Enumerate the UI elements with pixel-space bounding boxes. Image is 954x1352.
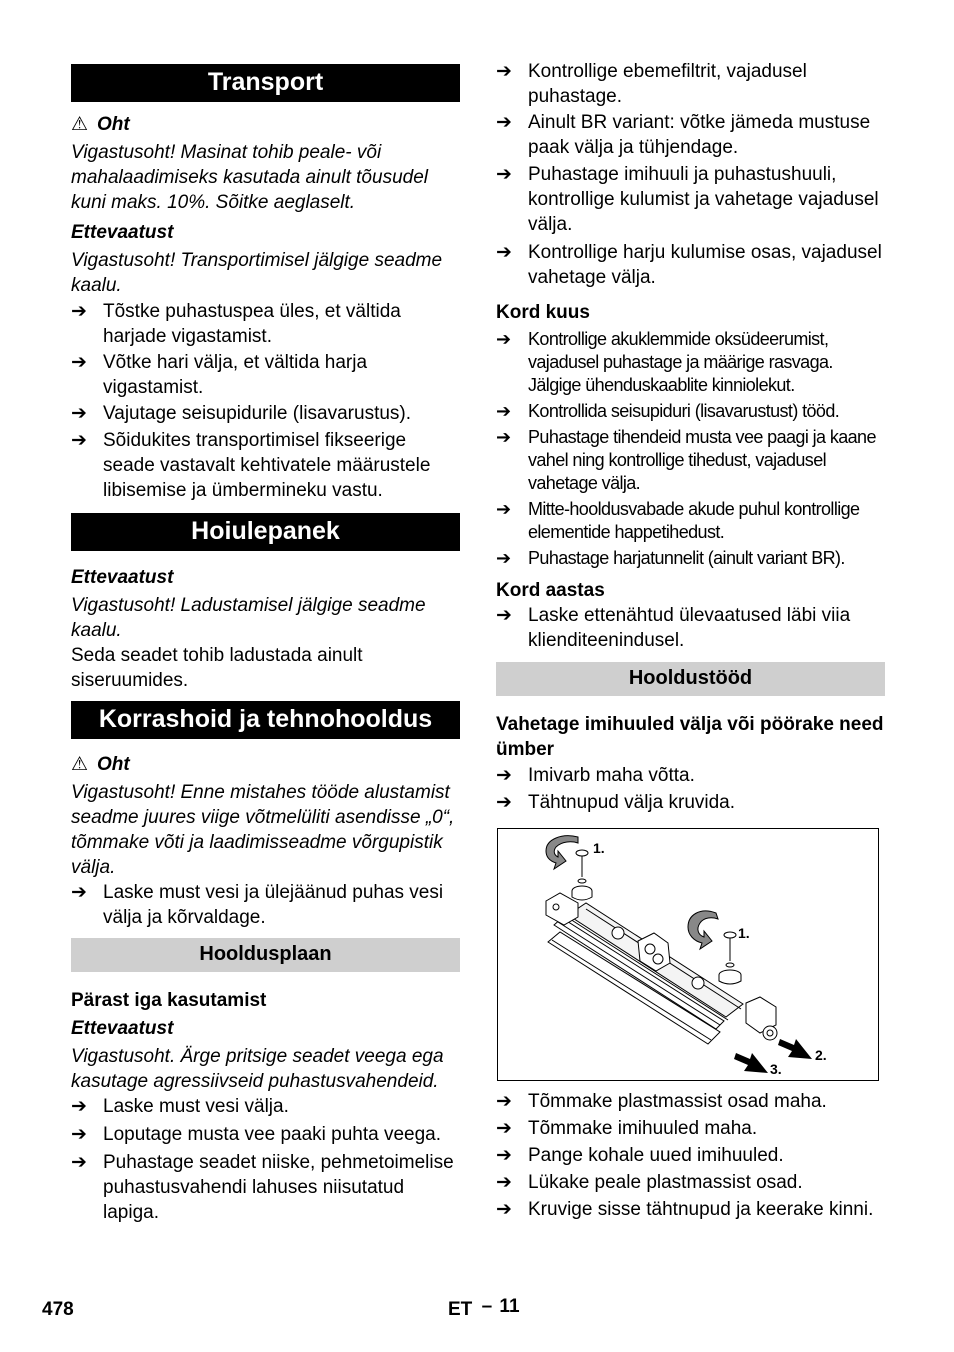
caution-label: Ettevaatust [71, 567, 174, 588]
arrow-icon: ➔ [71, 882, 87, 903]
squeegee-illustration [498, 829, 878, 1080]
caution-text: Vigastusoht! Ladustamisel jälgige seadme kaalu. [71, 595, 426, 641]
section-title-korrashoid: Korrashoid ja tehnohooldus [71, 701, 460, 739]
list-item: ➔ Imivarb maha võtta. [496, 765, 695, 786]
list-item: ➔ Puhastage harjatunnelit (ainult variant BR). [496, 548, 845, 568]
list-item: ➔ Lükake peale plastmassist osad. [496, 1172, 803, 1193]
page-number: 478 [42, 1299, 74, 1320]
subheading-parast: Pärast iga kasutamist [71, 990, 267, 1011]
arrow-icon: ➔ [496, 401, 511, 421]
arrow-icon: ➔ [496, 61, 512, 82]
arrow-icon: ➔ [496, 548, 511, 568]
subheading-kord-kuus: Kord kuus [496, 302, 590, 323]
left-column [71, 57, 460, 1225]
warning-icon: ⚠ [71, 114, 89, 135]
list-item: ➔ Laske ettenähtud ülevaatused läbi viia klienditeenindusel. [496, 605, 851, 651]
arrow-icon: ➔ [496, 792, 512, 813]
arrow-icon: ➔ [496, 1118, 512, 1139]
arrow-icon: ➔ [496, 242, 512, 263]
caution-text: Vigastusoht! Transportimisel jälgige seadme kaalu. [71, 250, 443, 296]
transport-list [71, 299, 460, 503]
caution-label: Ettevaatust [71, 1018, 174, 1039]
list-item: ➔ Loputage musta vee paaki puhta veega. [71, 1124, 442, 1145]
caution-text: Vigastusoht. Ärge pritsige seadet veega ega kasutage agressiivseid puhastusvahendeid. [71, 1046, 444, 1092]
list-item: ➔ Kontrollige ebemefiltrit, vajadusel puhastage. [496, 61, 807, 107]
list-item: ➔ Kontrollige akuklemmide oksüdeerumist, vajadusel puhastage ja määrige rasvaga. Jälgige ühenduskaablite kinniolekut. [496, 329, 833, 395]
list-item: ➔ Mitte-hooldusvabade akude puhul kontrollige elementide happetihedust. [496, 499, 860, 542]
list-item: ➔ Tõmmake imihuuled maha. [496, 1118, 758, 1139]
danger-label: ⚠ Oht [71, 114, 130, 135]
figure-label: 2. [815, 1047, 827, 1063]
arrow-icon: ➔ [496, 499, 511, 519]
section-title-transport: Transport [71, 64, 460, 102]
list-item: ➔ Puhastage tihendeid musta vee paagi ja kaane vahel ning kontrollige tihedust, vajadusel vahetage välja. [496, 427, 876, 493]
arrow-icon: ➔ [496, 1172, 512, 1193]
arrow-icon: ➔ [496, 112, 512, 133]
arrow-icon: ➔ [496, 765, 512, 786]
warning-icon: ⚠ [71, 754, 89, 775]
arrow-icon: ➔ [496, 1091, 512, 1112]
list-item: ➔ Puhastage imihuuli ja puhastushuuli, kontrollige kulumist ja vahetage vajadusel välja. [496, 164, 879, 235]
section-title-hoiulepanek: Hoiulepanek [71, 513, 460, 551]
figure-label: 1. [738, 925, 750, 941]
danger-text: Vigastusoht! Masinat tohib peale- või mahalaadimiseks kasutada ainult tõusudel kuni maks. 10%. Sõitke aeglaselt. [71, 142, 428, 213]
figure-label: 1. [593, 840, 605, 856]
storage-text: Seda seadet tohib ladustada ainult siseruumides. [71, 645, 363, 691]
arrow-icon: ➔ [496, 164, 512, 185]
list-item: ➔ Sõidukites transportimisel fikseerige seade vastavalt kehtivatele määrustele libisemise ja ümbermineku vastu. [71, 430, 431, 501]
section-title-hooldustood: Hooldustööd [496, 662, 885, 696]
footer-language: ET – 11 [448, 1296, 520, 1320]
list-item: ➔ Kontrollige harju kulumise osas, vajadusel vahetage välja. [496, 242, 882, 288]
list-item: ➔ Võtke hari välja, et vältida harja vigastamist. [71, 352, 368, 398]
list-item: ➔ Vajutage seisupidurile (lisavarustus). [71, 403, 412, 424]
list-item: ➔ Puhastage seadet niiske, pehmetoimelise puhastusvahendi lahuses niisutatud lapiga. [71, 1152, 454, 1223]
arrow-icon: ➔ [71, 1124, 87, 1145]
danger-text: Vigastusoht! Enne mistahes tööde alustamist seadme juures viige võtmelüliti asendisse „0“, tõmmake võti ja laadimisseadme võrgupistik välja. [71, 782, 455, 878]
caution-label: Ettevaatust [71, 222, 174, 243]
list-item: ➔ Pange kohale uued imihuuled. [496, 1145, 784, 1166]
section-title-hooldusplaan: Hooldusplaan [71, 938, 460, 972]
list-item: ➔ Tõmmake plastmassist osad maha. [496, 1091, 827, 1112]
arrow-icon: ➔ [71, 403, 87, 424]
list-item: ➔ Laske must vesi välja. [71, 1096, 289, 1117]
arrow-icon: ➔ [496, 1199, 512, 1220]
list-item: ➔ Tõstke puhastuspea üles, et vältida harjade vigastamist. [71, 301, 401, 347]
list-item: ➔ Kontrollida seisupiduri (lisavarustust) tööd. [496, 401, 840, 421]
arrow-icon: ➔ [496, 427, 511, 447]
arrow-icon: ➔ [496, 1145, 512, 1166]
list-item: ➔ Laske must vesi ja ülejäänud puhas vesi välja ja kõrvaldage. [71, 882, 444, 928]
subheading-kord-aastas: Kord aastas [496, 580, 605, 601]
right-column [496, 57, 885, 1222]
squeegee-figure [497, 828, 879, 1081]
arrow-icon: ➔ [71, 430, 87, 451]
arrow-icon: ➔ [71, 1096, 87, 1117]
figure-label: 3. [770, 1061, 782, 1077]
arrow-icon: ➔ [71, 301, 87, 322]
list-item: ➔ Tähtnupud välja kruvida. [496, 792, 736, 813]
subheading-vahetage: Vahetage imihuuled välja või pöörake need ümber [496, 714, 884, 760]
arrow-icon: ➔ [71, 1152, 87, 1173]
list-item: ➔ Ainult BR variant: võtke jämeda mustuse paak välja ja tühjendage. [496, 112, 871, 158]
danger-label: ⚠ Oht [71, 754, 130, 775]
arrow-icon: ➔ [496, 329, 511, 349]
arrow-icon: ➔ [496, 605, 512, 626]
arrow-icon: ➔ [71, 352, 87, 373]
list-item: ➔ Kruvige sisse tähtnupud ja keerake kinni. [496, 1199, 874, 1220]
